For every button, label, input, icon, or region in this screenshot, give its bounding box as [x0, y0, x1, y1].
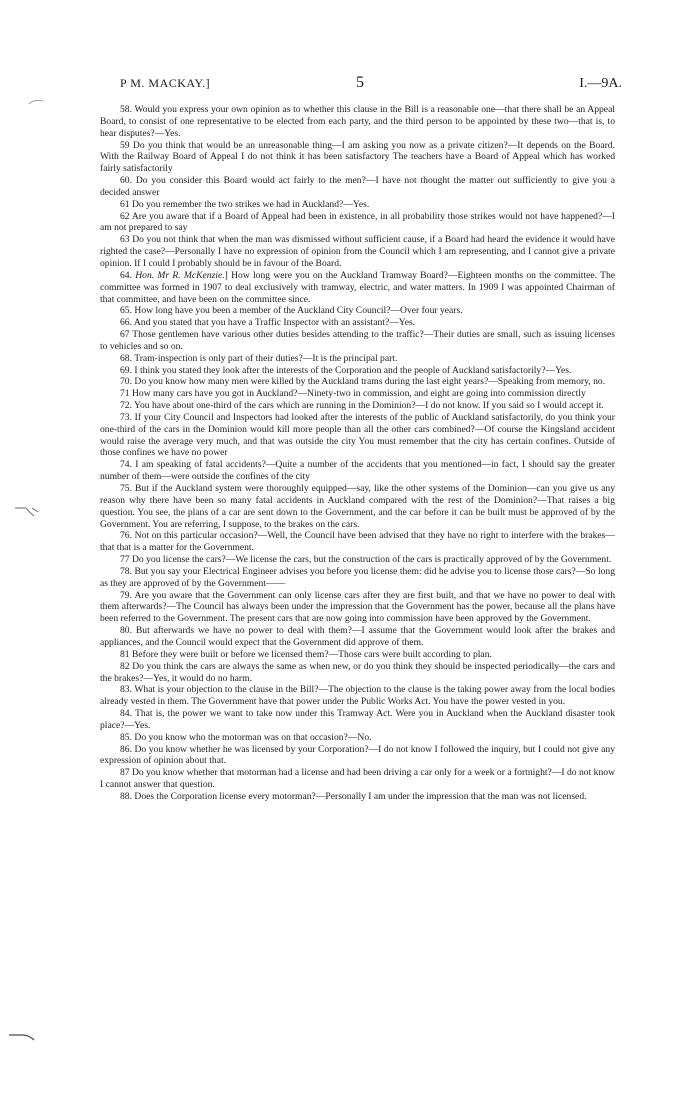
paragraph-text: 67 Those gentlemen have various other duties besides attending to the traffic?—Their duties are small, such as issuing licenses to vehicles and so on.: [100, 329, 615, 352]
evidence-paragraph: [100, 708, 615, 732]
evidence-paragraph: [100, 530, 615, 554]
paragraph-text: 75. But if the Auckland system were thoroughly equipped—say, like the other systems of the Dominion—can you give us any reason why there have been so many fatal accidents in Auckland compared with the rest of the Dominion?—That raises a big question. You see, the plans of a car are sent down to the Government, and the car before it can be built must be approved of by the Government. You are referring, I suppose, to the brakes on the cars.: [100, 483, 615, 530]
evidence-paragraph: [100, 661, 615, 685]
paragraph-text: 83. What is your objection to the clause in the Bill?—The objection to the clause is the taking power away from the local bodies already vested in them. The Government have that power under the Public Works Act. You have the power vested in you.: [100, 684, 615, 708]
paragraph-text: 61 Do you remember the two strikes we had in Auckland?—Yes.: [120, 198, 370, 210]
paragraph-text: 77 Do you license the cars?—We license the cars, but the construction of the cars is practically approved of by the Government.: [120, 554, 612, 566]
margin-mark-middle: [14, 504, 40, 518]
paragraph-text: 87 Do you know whether that motorman had a license and had been driving a car only for a week or a fortnight?—I do not know I cannot answer that question.: [100, 767, 615, 791]
paragraph-text: 80. But afterwards we have no power to deal with them?—I assume that the Government would look after the brakes and appliances, and the Council would expect that the Government did approve of them.: [100, 625, 615, 648]
paragraph-text: 62 Are you aware that if a Board of Appeal had been in existence, in all probability those strikes would not have happened?—I am not prepared to say: [100, 210, 615, 234]
paragraph-text: 59 Do you think that would be an unreasonable thing—I am asking you now as a private citizen?—It depends on the Board. With the Railway Board of Appeal I do not think it has been satisfactory The teachers have a Board of Appeal which has worked fairly satisfactorily: [100, 139, 615, 175]
evidence-paragraph: [100, 353, 615, 365]
paragraph-text: 73. If your City Council and Inspectors had looked after the interests of the public of Auckland satisfactorily, do you think your one-third of the cars in the Dominion would kill more people than all the other cars combined?—Of course the Kingsland accident would raise the average very much, and that was outside the city You must remember that the city has certain confines. Outside of those confines we have no power: [100, 411, 615, 459]
margin-mark-top: [28, 98, 44, 112]
evidence-paragraph: [100, 649, 615, 661]
evidence-paragraph: [100, 625, 615, 649]
page-number: 5: [356, 74, 364, 91]
evidence-paragraph: [100, 140, 615, 176]
paragraph-text: 88. Does the Corporation license every motorman?—Personally I am under the impression that the man was not licensed.: [120, 790, 587, 802]
paragraph-text: 72. You have about one-third of the cars which are running in the Dominion?—I do not know. If you said so I would accept it.: [120, 400, 604, 412]
evidence-paragraph: [100, 684, 615, 708]
questioner-name: Hon. Mr R. McKenzie.: [135, 269, 225, 281]
evidence-paragraph: [100, 175, 615, 199]
paper-reference: I.—9A.: [579, 76, 622, 91]
evidence-paragraph: [100, 317, 615, 329]
evidence-paragraph: [100, 412, 615, 459]
paragraph-text: ] How long were you on the Auckland Tramway Board?—Eighteen months on the committee. The committee was formed in 1907 to deal exclusively with tramway, electric, and water matters. In 1909 I was appointed Chairman of that committee, and have been on the committee since.: [100, 269, 616, 305]
paragraph-text: 85. Do you know who the motorman was on that occasion?—No.: [120, 731, 372, 743]
page-body: [100, 104, 615, 803]
paragraph-text: 74. I am speaking of fatal accidents?—Quite a number of the accidents that you mentioned—in fact, I should say the greater number of them—were outside the confines of the city: [100, 459, 615, 483]
evidence-paragraph: [100, 459, 615, 483]
evidence-paragraph: [100, 234, 615, 270]
evidence-paragraph: [100, 483, 615, 530]
evidence-paragraph: [100, 365, 615, 377]
paragraph-text: 69. I think you stated they look after the interests of the Corporation and the people of Auckland satisfactorily?—Yes.: [120, 364, 572, 376]
paragraph-text: 70. Do you know how many men were killed by the Auckland trams during the last eight years?—Speaking from memory, no.: [120, 376, 606, 388]
paragraph-text: 79. Are you aware that the Government can only license cars after they are first built, and that we have no power to deal with them afterwards?—The Council has always been under the impression that the Government has the power, because all the plans have been referred to the Government. The present cars that are now going into commission have been approved by the Government.: [100, 589, 615, 625]
evidence-paragraph: [100, 270, 615, 306]
evidence-paragraph: [100, 388, 615, 400]
question-number: 64.: [120, 269, 136, 281]
paragraph-text: 84. That is, the power we want to take now under this Tramway Act. Were you in Auckland when the Auckland disaster took place?—Yes.: [100, 708, 615, 731]
header-witness-name: P M. MACKAY.]: [120, 76, 211, 90]
evidence-paragraph: [100, 199, 615, 211]
evidence-paragraph: [100, 554, 615, 566]
evidence-paragraph: [100, 305, 615, 317]
evidence-paragraph: [100, 767, 615, 791]
paragraph-text: 71 How many cars have you got in Auckland?—Ninety-two in commission, and eight are going into commission directly: [120, 388, 586, 400]
page-header: [120, 76, 622, 96]
evidence-paragraph: [100, 566, 615, 590]
paragraph-text: 86. Do you know whether he was licensed by your Corporation?—I do not know I followed the inquiry, but I could not give any expression of opinion about that.: [100, 743, 615, 767]
paragraph-text: 63 Do you not think that when the man was dismissed without sufficient cause, if a Board had heard the evidence it would have righted the case?—Personally I have no expression of opinion from the Council which I am representing, and I cannot give a private opinion. If I could I probably should be in favour of the Board.: [100, 234, 615, 269]
evidence-paragraph: [100, 732, 615, 744]
evidence-paragraph: [100, 211, 615, 235]
paragraph-text: 58. Would you express your own opinion as to whether this clause in the Bill is a reasonable one—that there shall be an Appeal Board, to consist of one representative to be elected from each party, and the third person to be appointed by these two—that is, to hear disputes?—Yes.: [100, 104, 615, 139]
evidence-paragraph: [100, 376, 615, 388]
evidence-paragraph: [100, 744, 615, 768]
paragraph-text: 66. And you stated that you have a Traffic Inspector with an assistant?—Yes.: [120, 317, 416, 329]
evidence-paragraph: [100, 791, 615, 803]
margin-mark-bottom: [8, 1032, 36, 1046]
paragraph-text: 65. How long have you been a member of the Auckland City Council?—Over four years.: [120, 305, 463, 317]
paragraph-text: 78. But you say your Electrical Engineer advises you before you license them: did he advise you to license those cars?—So long as they are approved of by the Government——: [100, 565, 615, 589]
paragraph-text: 81 Before they were built or before we licensed them?—Those cars were built according to plan.: [120, 648, 492, 660]
paragraph-text: 76. Not on this particular occasion?—Well, the Council have been advised that they have no right to interfere with the brakes—that that is a matter for the Government.: [100, 530, 615, 554]
evidence-paragraph: [100, 329, 615, 353]
evidence-paragraph: [100, 400, 615, 412]
evidence-paragraph: [100, 104, 615, 140]
paragraph-text: 60. Do you consider this Board would act fairly to the men?—I have not thought the matter out sufficiently to give you a decided answer: [100, 175, 615, 198]
evidence-paragraph: [100, 590, 615, 626]
paragraph-text: 82 Do you think the cars are always the same as when new, or do you think they should be inspected periodically—the cars and the brakes?—Yes, it would do no harm.: [100, 660, 615, 684]
paragraph-text: 68. Tram-inspection is only part of their duties?—It is the principal part.: [120, 352, 398, 364]
